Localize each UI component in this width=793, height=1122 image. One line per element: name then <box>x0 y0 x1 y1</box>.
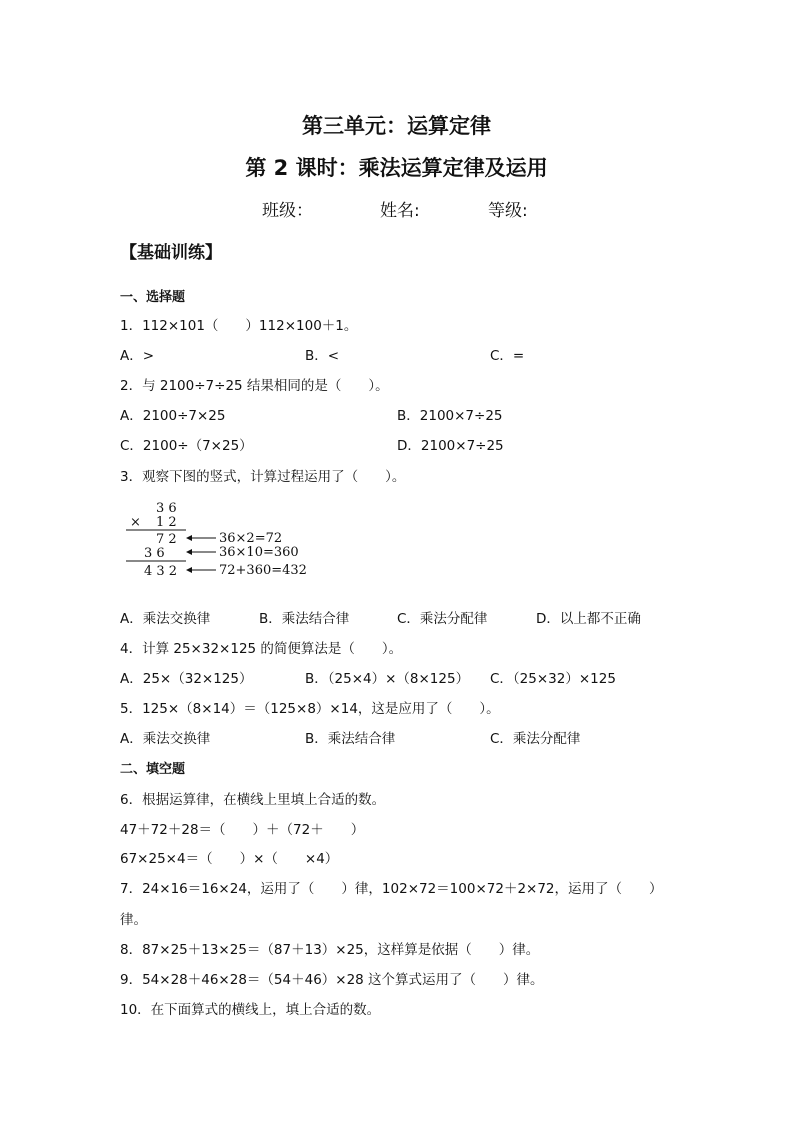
fig-product: 4 3 2 <box>144 564 178 579</box>
q4-option-c: C．（25×32）×125 <box>490 671 616 687</box>
fig-annotation-3: 72+360=432 <box>219 563 307 578</box>
q6-stem: 6．根据运算律，在横线上里填上合适的数。 <box>120 792 386 808</box>
q8-stem: 8．87×25＋13×25＝（87＋13）×25，这样算是依据（ ）律。 <box>120 942 540 958</box>
q10-stem: 10．在下面算式的横线上，填上合适的数。 <box>120 1002 381 1018</box>
q3-stem: 3．观察下图的竖式，计算过程运用了（ ）。 <box>120 469 406 485</box>
q5-option-c: C．乘法分配律 <box>490 731 581 747</box>
fig-times-sign: × <box>130 515 141 530</box>
q1-option-c: C．= <box>490 348 525 364</box>
q2-option-d: D．2100×7÷25 <box>397 438 504 454</box>
lesson-title: 第 2 课时：乘法运算定律及运用 <box>245 156 548 180</box>
fig-multiplier: 1 2 <box>156 515 177 530</box>
fig-annotation-2: 36×10=360 <box>219 545 299 560</box>
fig-partial-1: 7 2 <box>156 532 177 547</box>
q5-option-b: B．乘法结合律 <box>305 731 396 747</box>
grade-label: 等级: <box>488 201 528 221</box>
q4-option-b: B．（25×4）×（8×125） <box>305 671 470 687</box>
q5-option-a: A．乘法交换律 <box>120 731 211 747</box>
q2-stem: 2．与 2100÷7÷25 结果相同的是（ ）。 <box>120 378 389 394</box>
q1-stem: 1．112×101（ ）112×100＋1。 <box>120 318 358 334</box>
q2-option-c: C．2100÷（7×25） <box>120 438 253 454</box>
q4-stem: 4．计算 25×32×125 的简便算法是（ ）。 <box>120 641 403 657</box>
part1-heading: 一、选择题 <box>120 290 186 305</box>
fig-arrowhead-3 <box>186 567 192 573</box>
q4-option-a: A．25×（32×125） <box>120 671 253 687</box>
name-label: 姓名: <box>380 201 420 221</box>
q3-option-c: C．乘法分配律 <box>397 611 488 627</box>
q3-option-a: A．乘法交换律 <box>120 611 211 627</box>
q3-option-d: D．以上都不正确 <box>536 611 641 627</box>
fig-arrowhead-1 <box>186 535 192 541</box>
fig-multiplicand: 3 6 <box>156 501 177 516</box>
q6-line-2: 67×25×4＝（ ）×（ ×4） <box>120 851 339 867</box>
fig-partial-2: 3 6 <box>144 546 165 561</box>
q1-option-b: B．< <box>305 348 340 364</box>
fig-annotation-1: 36×2=72 <box>219 531 283 546</box>
q7-line-1: 7．24×16＝16×24，运用了（ ）律，102×72＝100×72＋2×72，运用了（ ） <box>120 881 663 897</box>
vertical-multiplication-figure <box>122 496 322 586</box>
fig-arrowhead-2 <box>186 549 192 555</box>
q1-option-a: A．> <box>120 348 155 364</box>
q2-option-b: B．2100×7÷25 <box>397 408 503 424</box>
q5-stem: 5．125×（8×14）＝（125×8）×14，这是应用了（ ）。 <box>120 701 500 717</box>
q6-line-1: 47＋72＋28＝（ ）＋（72＋ ） <box>120 822 365 838</box>
unit-title: 第三单元：运算定律 <box>302 114 491 138</box>
section-title: 【基础训练】 <box>120 243 222 263</box>
q9-stem: 9．54×28＋46×28＝（54＋46）×28 这个算式运用了（ ）律。 <box>120 972 544 988</box>
class-label: 班级： <box>262 201 313 221</box>
q2-option-a: A．2100÷7×25 <box>120 408 226 424</box>
part2-heading: 二、填空题 <box>120 762 186 777</box>
q7-line-2: 律。 <box>120 912 147 928</box>
q3-option-b: B．乘法结合律 <box>259 611 350 627</box>
